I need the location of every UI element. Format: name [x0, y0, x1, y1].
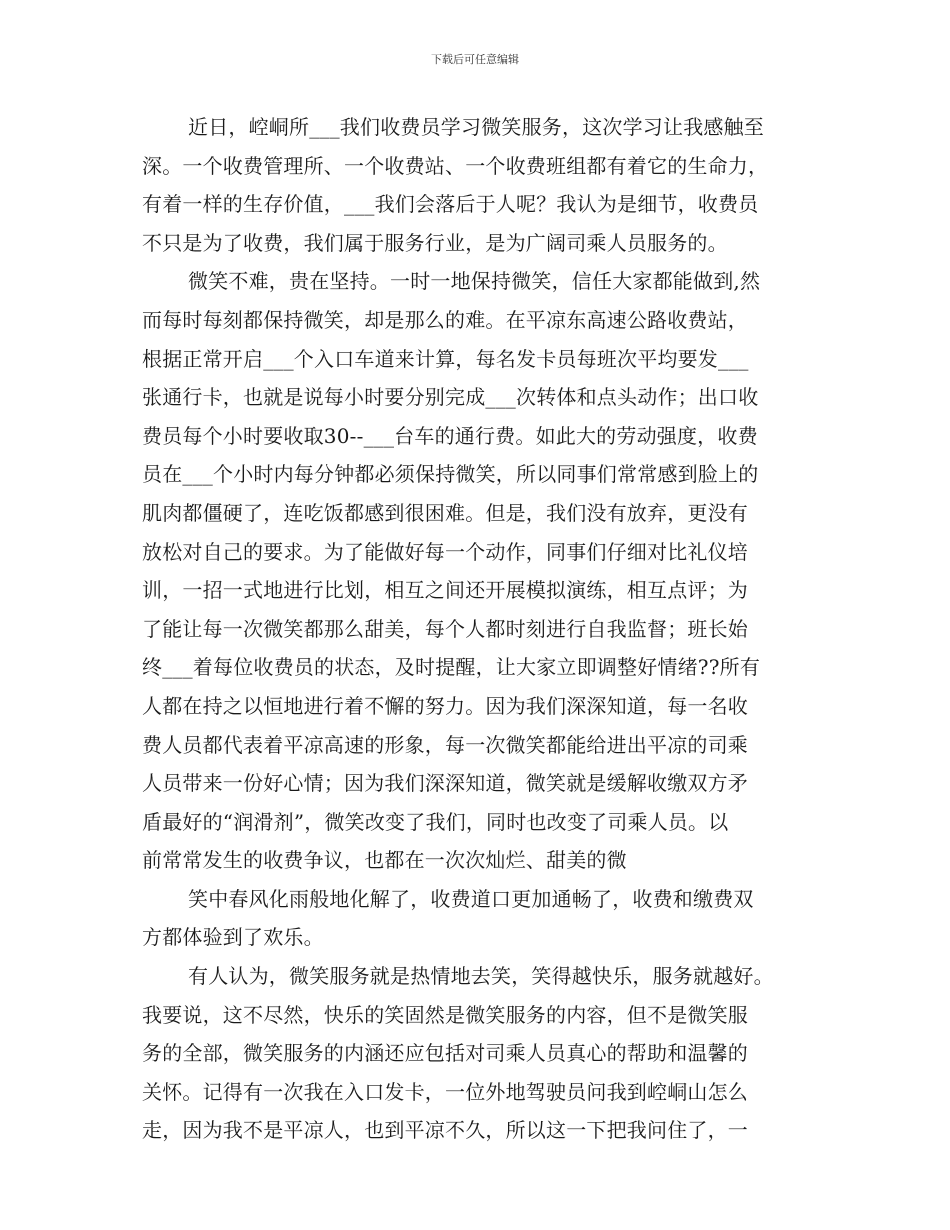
text-line: 训，一招一式地进行比划，相互之间还开展模拟演练，相互点评；为 — [142, 578, 748, 603]
text-line: 放松对自己的要求。为了能做好每一个动作，同事们仔细对比礼仪培 — [142, 539, 748, 564]
text-line: 了能让每一次微笑都那么甜美，每个人都时刻进行自我监督；班长始 — [142, 616, 748, 641]
text-line: 人员带来一份好心情；因为我们深深知道，微笑就是缓解收缴双方矛 — [142, 771, 748, 796]
text-line: 根据正常开启___个入口车道来计算，每名发卡员每班次平均要发___ — [142, 346, 749, 371]
text-line: 近日，崆峒所___我们收费员学习微笑服务，这次学习让我感触至 — [188, 115, 764, 139]
page-header: 下载后可任意编辑 — [431, 53, 519, 66]
text-line: 张通行卡，也就是说每小时要分别完成___次转体和点头动作；出口收 — [142, 385, 759, 410]
text-line: 费员每个小时要收取30--___台车的通行费。如此大的劳动强度，收费 — [142, 423, 758, 448]
text-line: 方都体验到了欢乐。 — [142, 925, 324, 950]
text-line: 而每时每刻都保持微笑，却是那么的难。在平凉东高速公路收费站， — [142, 307, 748, 332]
text-line: 费人员都代表着平凉高速的形象，每一次微笑都能给进出平凉的司乘 — [142, 732, 748, 757]
text-line: 有着一样的生存价值，___我们会落后于人呢？我认为是细节，收费员 — [142, 192, 759, 217]
text-line: 走，因为我不是平凉人，也到平凉不久，所以这一下把我问住了，一 — [142, 1118, 748, 1143]
text-line: 盾最好的“润滑剂”，微笑改变了我们，同时也改变了司乘人员。以 — [142, 809, 729, 834]
text-line: 笑中春风化雨般地化解了，收费道口更加通畅了，收费和缴费双 — [188, 886, 754, 911]
text-line: 员在___个小时内每分钟都必须保持微笑，所以同事们常常感到脸上的 — [142, 462, 759, 487]
text-line: 我要说，这不尽然，快乐的笑固然是微笑服务的内容，但不是微笑服 — [142, 1002, 748, 1027]
text-line: 前常常发生的收费争议，也都在一次次灿烂、甜美的微 — [142, 848, 627, 873]
text-line: 不只是为了收费，我们属于服务行业，是为广阔司乘人员服务的。 — [142, 230, 728, 255]
document-body — [142, 108, 822, 1150]
text-line: 深。一个收费管理所、一个收费站、一个收费班组都有着它的生命力， — [142, 153, 769, 178]
text-line: 微笑不难，贵在坚持。一时一地保持微笑，信任大家都能做到,然 — [188, 269, 761, 294]
text-line: 关怀。记得有一次我在入口发卡，一位外地驾驶员问我到崆峒山怎么 — [142, 1079, 748, 1104]
text-line: 有人认为，微笑服务就是热情地去笑，笑得越快乐，服务就越好。 — [188, 964, 774, 989]
text-line: 人都在持之以恒地进行着不懈的努力。因为我们深深知道，每一名收 — [142, 693, 748, 718]
text-line: 终___着每位收费员的状态，及时提醒，让大家立即调整好情绪??所有 — [142, 655, 761, 680]
text-line: 务的全部，微笑服务的内涵还应包括对司乘人员真心的帮助和温馨的 — [142, 1041, 748, 1066]
text-line: 肌肉都僵硬了，连吃饭都感到很困难。但是，我们没有放弃，更没有 — [142, 500, 748, 525]
